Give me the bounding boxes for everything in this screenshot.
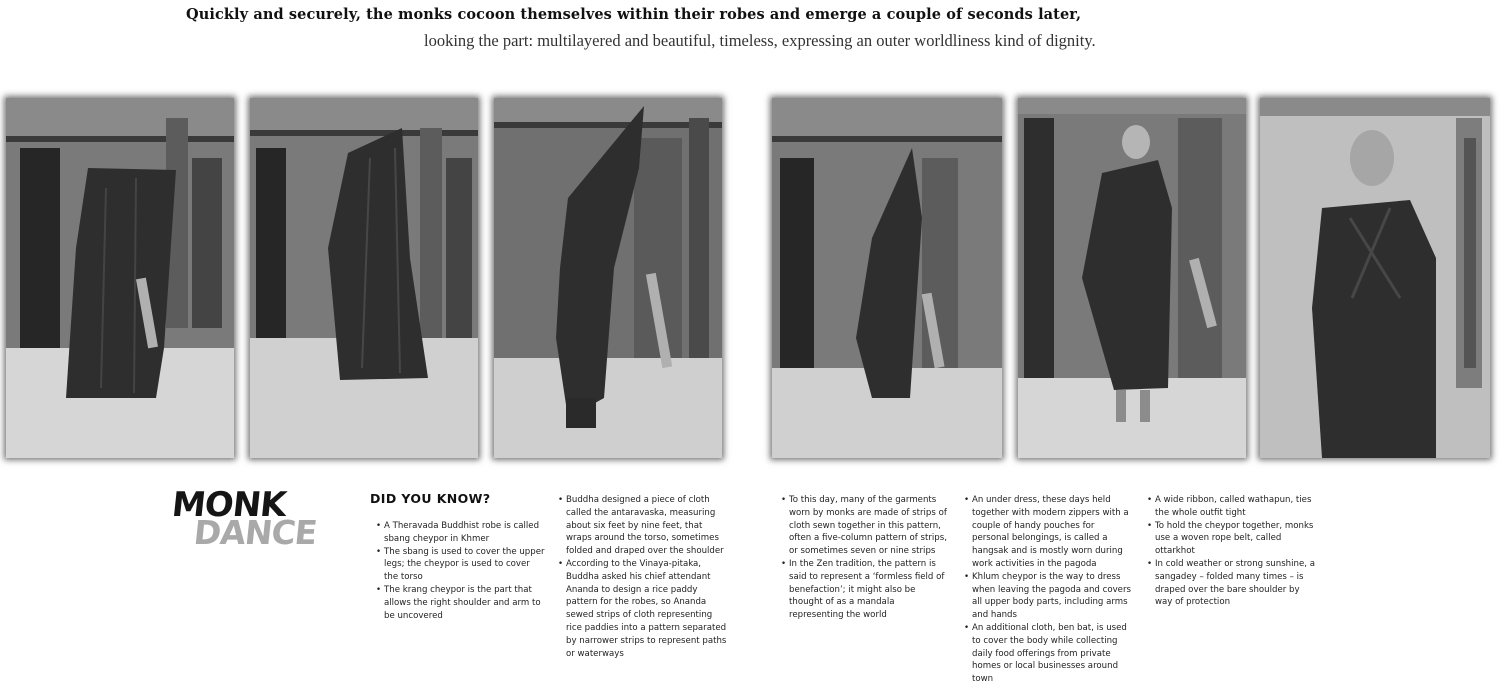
logo-word-dance: DANCE xyxy=(191,513,319,552)
subline: looking the part: multilayered and beautiful, timeless, expressing an outer worldliness kind of dignity. xyxy=(424,31,1096,50)
fact-item: • Buddha designed a piece of cloth called the antaravaska, measuring about six feet by nine feet, that wraps around the torso, sometimes folded and draped over the shoulder xyxy=(558,494,730,558)
fact-item: • A wide ribbon, called wathapun, ties the whole outfit tight xyxy=(1147,494,1317,520)
fact-item: • The sbang is used to cover the upper legs; the cheypor is used to cover the torso xyxy=(376,546,546,584)
facts-column-2 xyxy=(558,494,730,660)
fact-item: • An under dress, these days held together with modern zippers with a couple of handy pouches for personal belongings, is called a hangsak and is mostly worn during work activities in the pagoda xyxy=(964,494,1134,571)
headline: Quickly and securely, the monks cocoon themselves within their robes and emerge a couple of seconds later, xyxy=(186,6,1082,23)
fact-item: • Khlum cheypor is the way to dress when leaving the pagoda and covers all upper body parts, including arms and hands xyxy=(964,571,1134,622)
facts-column-4 xyxy=(964,494,1134,686)
did-you-know-heading: DID YOU KNOW? xyxy=(370,491,491,506)
fact-item: • The krang cheypor is the part that allows the right shoulder and arm to be uncovered xyxy=(376,584,546,622)
fact-item: • To hold the cheypor together, monks use a woven rope belt, called ottarkhot xyxy=(1147,520,1317,558)
facts-column-1 xyxy=(376,520,546,622)
fact-item: • An additional cloth, ben bat, is used to cover the body while collecting daily food offerings from private homes or local businesses around town xyxy=(964,622,1134,686)
fact-item: • In the Zen tradition, the pattern is said to represent a ‘formless field of benefaction’; it might also be thought of as a mandala representing the world xyxy=(781,558,951,622)
facts-column-3 xyxy=(781,494,951,622)
fact-item: • According to the Vinaya-pitaka, Buddha asked his chief attendant Ananda to design a rice paddy pattern for the robes, so Ananda sewed strips of cloth representing rice paddies into a pattern separated by narrower strips to represent paths or waterways xyxy=(558,558,730,660)
logo-word-monk: MONK xyxy=(169,485,288,525)
fact-item: • To this day, many of the garments worn by monks are made of strips of cloth sewn together in this pattern, often a five-column pattern of strips, or sometimes seven or nine strips xyxy=(781,494,951,558)
photo-2-robe-wrap xyxy=(250,98,478,458)
photo-5-monk-adjusting xyxy=(1018,98,1246,458)
facts-column-5 xyxy=(1147,494,1317,609)
photo-4-robe-draping xyxy=(772,98,1002,458)
photo-6-monk-portrait xyxy=(1260,98,1490,458)
monk-dance-logo xyxy=(169,485,319,552)
photo-3-robe-swing xyxy=(494,98,722,458)
photo-1-robe-curtain xyxy=(6,98,234,458)
fact-item: • In cold weather or strong sunshine, a sangadey – folded many times – is draped over the bare shoulder by way of protection xyxy=(1147,558,1317,609)
fact-item: • A Theravada Buddhist robe is called sbang cheypor in Khmer xyxy=(376,520,546,546)
